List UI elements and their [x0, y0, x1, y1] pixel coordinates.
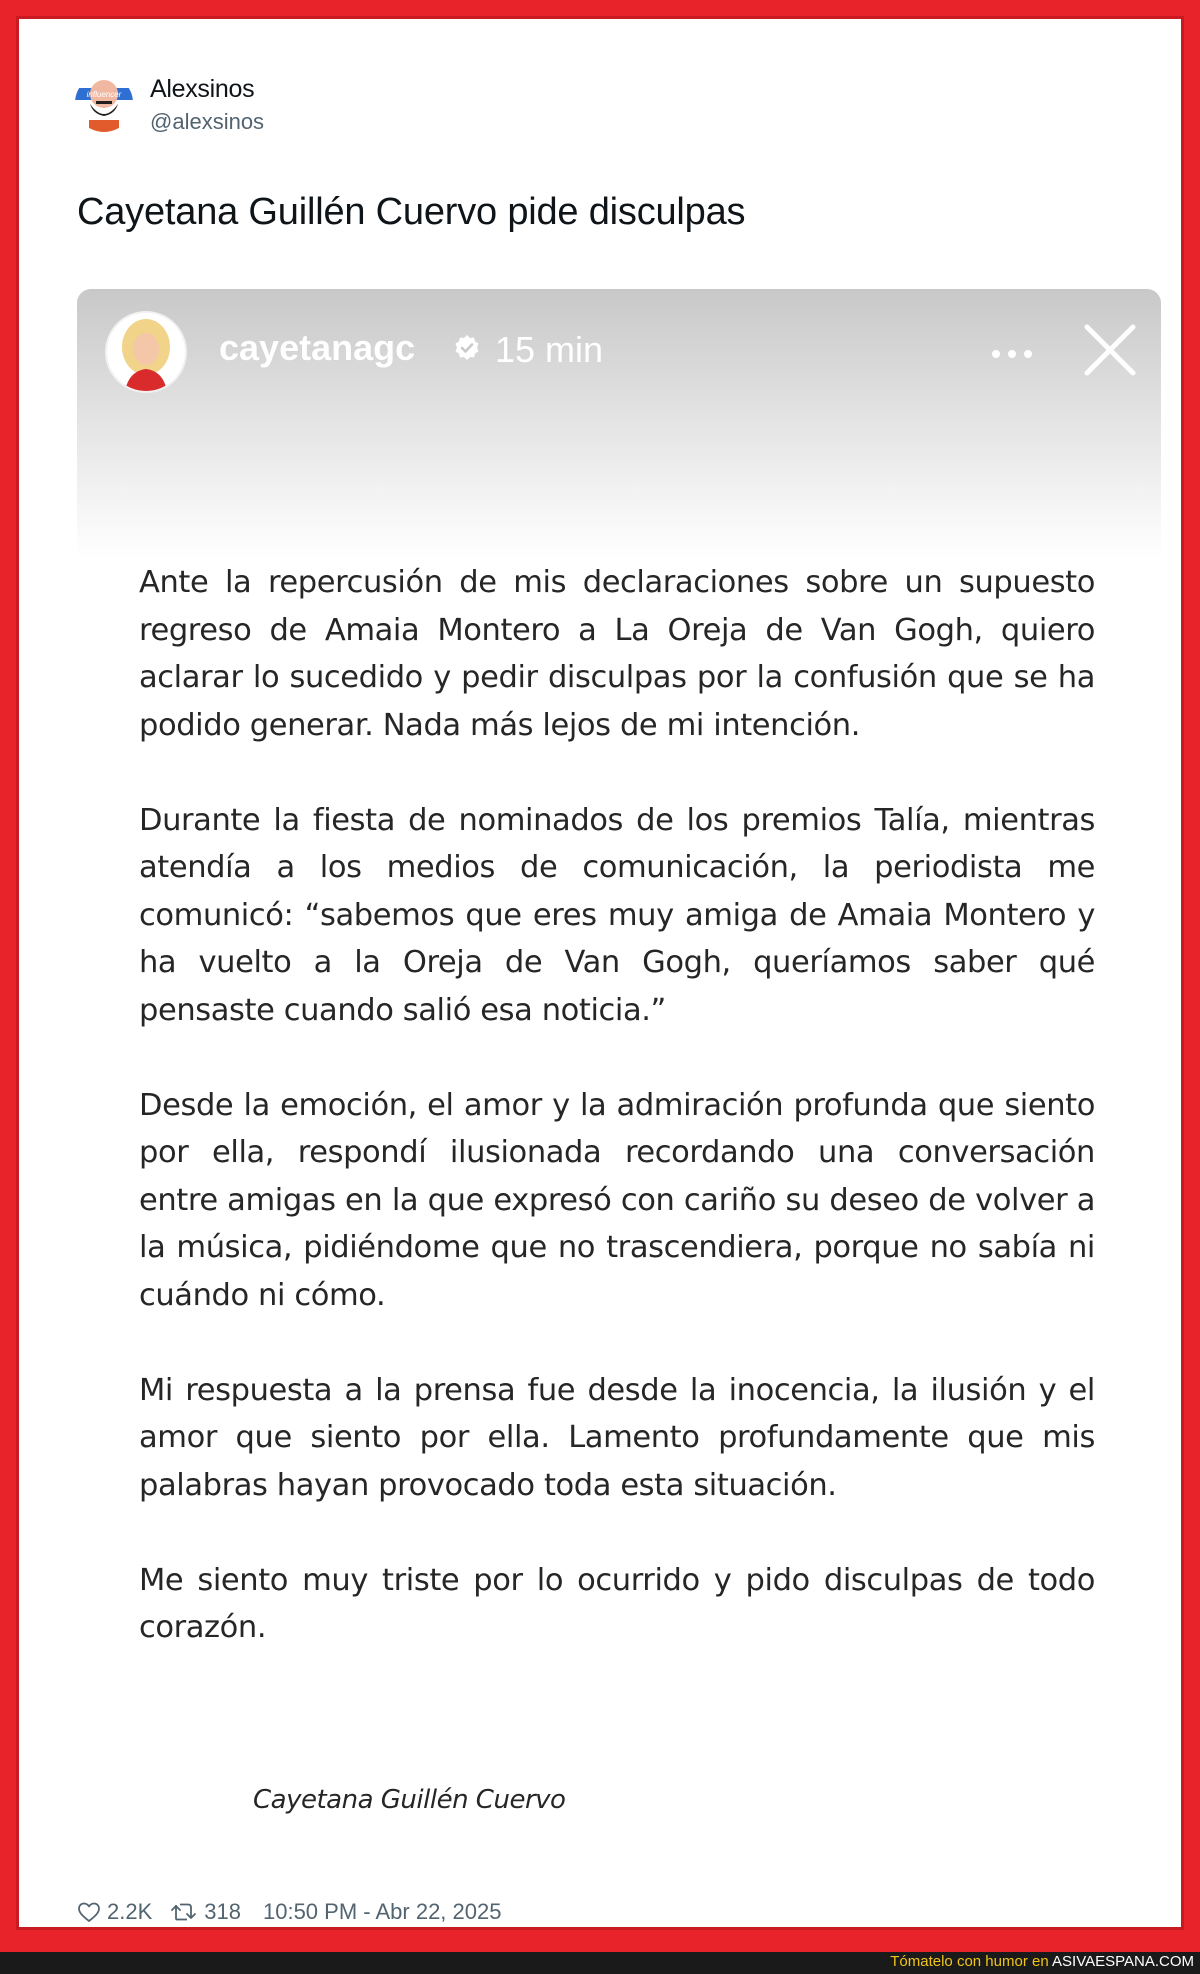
story-image[interactable]: [77, 289, 1161, 1869]
heart-icon: [77, 1901, 101, 1923]
avatar-badge-text: influencer: [86, 90, 122, 99]
watermark-prefix: Tómatelo con humor en: [890, 1953, 1053, 1970]
close-icon[interactable]: [1083, 323, 1137, 377]
story-username[interactable]: cayetanagc: [219, 327, 416, 368]
retweet-icon: [170, 1901, 198, 1923]
statement-text: [139, 559, 1095, 1699]
statement-paragraph: Mi respuesta a la prensa fue desde la inocencia, la ilusión y el amor que siento por ella. Lamento profundamente que mis palabras hayan provocado toda esta situación.: [139, 1372, 1095, 1503]
statement-paragraph: Me siento muy triste por lo ocurrido y pido disculpas de todo corazón.: [139, 1562, 1095, 1645]
watermark-bar: [0, 1952, 1200, 1974]
signature: Cayetana Guillén Cuervo: [253, 1785, 566, 1815]
statement-paragraph: Ante la repercusión de mis declaraciones sobre un supuesto regreso de Amaia Montero a La Oreja de Van Gogh, quiero aclarar lo sucedido y pedir disculpas por la confusión que se ha podido generar. Nada más lejos de mi intención.: [139, 565, 1095, 743]
statement-paragraph: Durante la fiesta de nominados de los premios Talía, mientras atendía a los medios de comunicación, la periodista me comunicó: “sabemos que eres muy amiga de Amaia Montero y ha vuelto a la Oreja de Van Gogh, queríamos saber qué pensaste cuando salió esa noticia.”: [139, 802, 1095, 1028]
author-name[interactable]: Alexsinos: [150, 75, 255, 103]
author-handle[interactable]: @alexsinos: [150, 109, 265, 134]
author-avatar[interactable]: [75, 74, 133, 132]
statement-paragraph: Desde la emoción, el amor y la admiración profunda que siento por ella, respondí ilusionada recordando una conversación entre amigas en la que expresó con cariño su deseo de volver a la música, pidiéndome que no trascendiera, porque no sabía ni cuándo ni cómo.: [139, 1087, 1095, 1313]
story-time: 15 min: [495, 329, 604, 370]
tweet-stats: [77, 1897, 501, 1927]
tweet-text: Cayetana Guillén Cuervo pide disculpas: [77, 191, 746, 233]
watermark[interactable]: [890, 1953, 1194, 1970]
more-options-icon[interactable]: [989, 347, 1035, 361]
story-avatar[interactable]: [105, 311, 187, 393]
retweet-button[interactable]: [170, 1899, 241, 1925]
like-count: 2.2K: [107, 1899, 153, 1924]
like-button[interactable]: [77, 1899, 152, 1925]
retweet-count: 318: [204, 1899, 241, 1924]
watermark-site: ASIVAESPANA.COM: [1052, 1953, 1194, 1970]
tweet-card: [16, 16, 1184, 1930]
tweet-timestamp[interactable]: 10:50 PM - Abr 22, 2025: [262, 1899, 502, 1924]
verified-icon: [453, 334, 481, 362]
